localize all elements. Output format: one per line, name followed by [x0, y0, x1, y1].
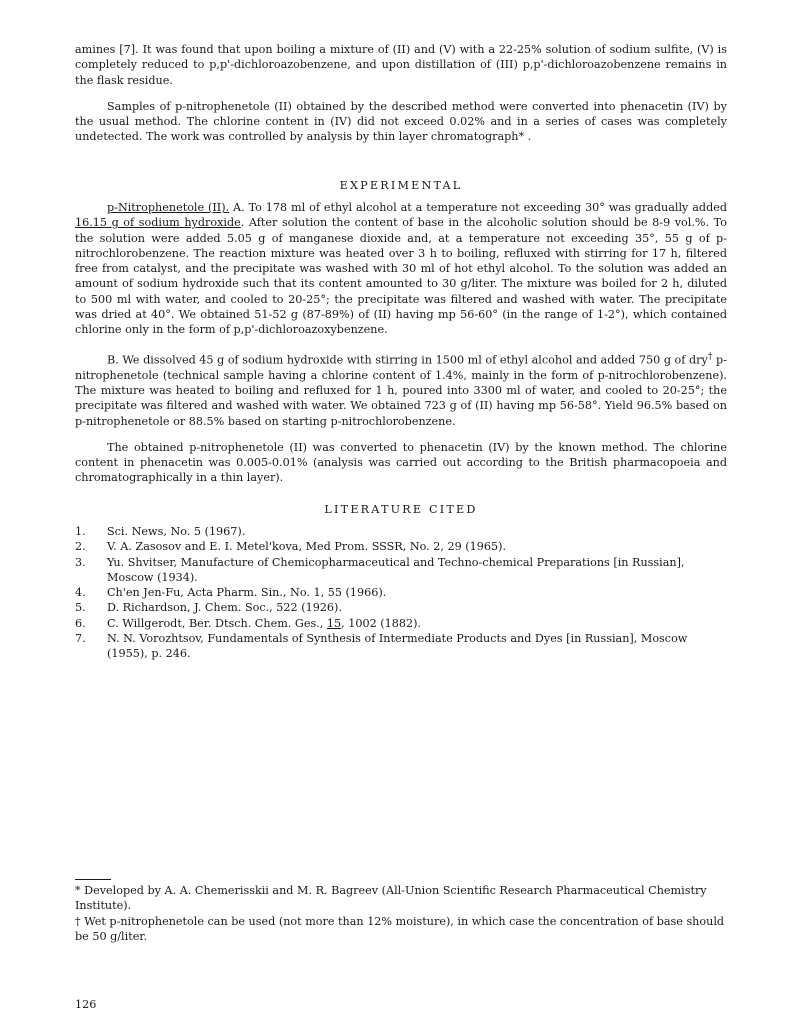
reference-text: V. A. Zasosov and E. I. Metel'kova, Med Prom. SSSR, No. 2, 29 (1965). — [107, 540, 507, 554]
procedure-b-text-rest: p-nitrophenetole (technical sample having a chlorine content of 1.4%, mainly in the form of p-nitrochlorobenzene). The mixture was heated to boiling and refluxed for 1 h, poured into 3300 ml of water, and cooled to 20-25°; the precipitate was filtered and washed with water. We obtained 723 g of (II) having mp 56-58°. Yield 96.5% based on p-nitrophenetole or 88.5% based on starting p-nitrochlorobenzene. — [75, 353, 728, 428]
section-heading-experimental: EXPERIMENTAL — [339, 179, 463, 192]
procedure-a-text-start: A. To 178 ml of ethyl alcohol at a temperature not exceeding 30° was gradually added — [229, 201, 728, 214]
reference-text: Ch'en Jen-Fu, Acta Pharm. Sin., No. 1, 55 (1966). — [107, 586, 387, 600]
reference-item — [75, 631, 727, 662]
paragraph-intro-1: amines [7]. It was found that upon boiling a mixture of (II) and (V) with a 22-25% solution of sodium sulfite, (V) is completely reduced to p,p'-dichloroazobenzene, and upon distillation of (III) p,p'-dichloroazobenzene remains in the flask residue. — [75, 43, 727, 87]
reference-item — [75, 585, 727, 600]
footnotes — [75, 883, 727, 944]
procedure-b-text-start: B. We dissolved 45 g of sodium hydroxide with stirring in 1500 ml of ethyl alcohol and added 750 g of dry — [107, 353, 708, 367]
reference-text: D. Richardson, J. Chem. Soc., 522 (1926). — [107, 601, 342, 615]
procedure-a-text-rest: . After solution the content of base in the alcoholic solution should be 8-9 vol.%. To the solution were added 5.05 g of manganese dioxide and, at a temperature not exceeding 35°, 55 g of p-nitrochlorobenzene. The reaction mixture was heated over 3 h to boiling, refluxed with stirring for 17 h, filtered free from catalyst, and the precipitate was washed with 30 ml of hot ethyl alcohol. To the solution was added an amount of sodium hydroxide such that its content amounted to 30 g/liter. The mixture was boiled for 2 h, diluted to 500 ml with water, and cooled to 20-25°; the precipitate was filtered and washed with water. The precipitate was dried at 40°. We obtained 51-52 g (87-89%) of (II) having mp 56-60° (in the range of 1-2°), which contained chlorine only in the form of p,p'-dichloroazoxybenzene. — [75, 216, 728, 337]
reference-text-start: C. Willgerodt, Ber. Dtsch. Chem. Ges., — [107, 616, 327, 630]
reference-number: 1. — [75, 525, 86, 538]
reference-item — [75, 555, 727, 586]
reference-number: 3. — [75, 555, 86, 569]
paragraph-procedure-a — [75, 200, 727, 338]
reference-number: 7. — [75, 632, 86, 646]
footnote-divider — [75, 879, 111, 880]
reference-text — [107, 616, 727, 631]
section-heading-literature: LITERATURE CITED — [324, 503, 478, 516]
page-number: 126 — [75, 998, 97, 1011]
reference-volume: 15 — [326, 616, 342, 630]
reference-item — [75, 524, 727, 539]
reference-text: Yu. Shvitser, Manufacture of Chemicopharmaceutical and Techno-chemical Preparations [in Russian], Moscow (1934). — [107, 555, 685, 584]
footnote-asterisk: * Developed by A. A. Chemerisskii and M. R. Bagreev (All-Union Scientific Research Pharmaceutical Chemistry Institute). — [75, 884, 707, 913]
paragraph-phenacetin-conversion: The obtained p-nitrophenetole (II) was converted to phenacetin (IV) by the known method. The chlorine content in phenacetin was 0.005-0.01% (analysis was carried out according to the British pharmacopoeia and chromatographically in a thin layer). — [75, 440, 727, 485]
paragraph-intro-2: Samples of p-nitrophenetole (II) obtained by the described method were converted into phenacetin (IV) by the usual method. The chlorine content in (IV) did not exceed 0.02% and in a series of cases was completely undetected. The work was controlled by analysis by thin layer chromatograph* . — [75, 99, 727, 144]
reference-text: N. N. Vorozhtsov, Fundamentals of Synthesis of Intermediate Products and Dyes [in Russian], Moscow (1955), p. 246. — [107, 632, 688, 661]
paragraph-procedure-b — [75, 349, 727, 429]
reference-list — [75, 524, 727, 662]
reference-number: 6. — [75, 616, 86, 630]
reference-item — [75, 600, 727, 615]
procedure-title: p-Nitrophenetole (II). — [107, 201, 230, 214]
reference-number: 4. — [75, 586, 86, 600]
reference-text-end: , 1002 (1882). — [341, 616, 422, 630]
reference-number: 5. — [75, 601, 86, 615]
experimental-section — [75, 200, 727, 486]
footnote-dagger: † Wet p-nitrophenetole can be used (not more than 12% moisture), in which case the concentration of base should be 50 g/liter. — [75, 914, 725, 943]
reference-item — [75, 539, 727, 554]
dagger-footnote-mark: † — [707, 350, 713, 362]
reference-number: 2. — [75, 540, 86, 554]
procedure-a-underlined: 16.15 g of sodium hydroxide — [75, 216, 241, 230]
intro-section — [75, 42, 727, 145]
reference-text: Sci. News, No. 5 (1967). — [107, 525, 246, 538]
reference-item — [75, 616, 727, 631]
